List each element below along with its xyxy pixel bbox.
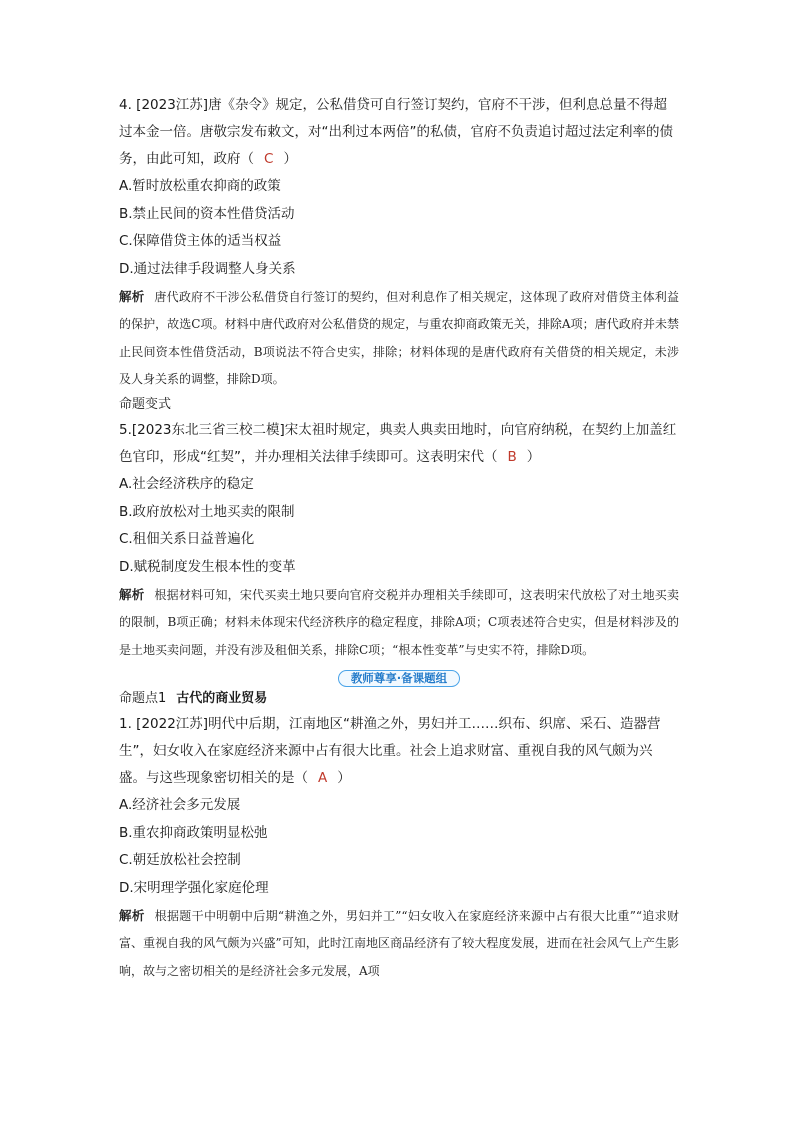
question-5-option-a: A.社会经济秩序的稳定 [119,476,254,493]
question-4-option-a: A.暂时放松重农抑商的政策 [119,178,281,194]
question-1-source: 1. [2022江苏] [119,716,209,733]
section-heading [119,687,679,711]
document-page [119,92,679,985]
question-4-explanation [119,283,679,393]
question-5-explain-text: 根据材料可知，宋代买卖土地只要向官府交税并办理相关手续即可，这表明宋代放松了对土地买卖的限制，B项正确；材料未体现宋代经济秩序的稳定程度，排除A项；C项表述符合史实，但是材料涉及的是土地买卖问题，并没有涉及租佃关系，排除C项；“根本性变革”与史实不符，排除D项。 [119,588,679,657]
question-5-text: 宋太祖时规定，典卖人典卖田地时，向官府纳税，在契约上加盖红色官印，形成“红契”，并办理相关法律手续即可。这表明宋代 [119,422,677,466]
question-5-option-c: C.租佃关系日益普遍化 [119,531,255,548]
question-1-option-c: C.朝廷放松社会控制 [119,852,241,869]
section-title: 古代的商业贸易 [176,691,268,707]
question-4-option-c: C.保障借贷主体的适当权益 [119,233,282,249]
question-1-explain-text: 根据题干中明朝中后期“耕渔之外，男妇并工”“妇女收入在家庭经济来源中占有很大比重”“追求财富、重视自我的风气颇为兴盛”可知，此时江南地区商品经济有了较大程度发展，进而在社会风气上产生影响，故与之密切相关的是经济社会多元发展，A项 [119,909,679,978]
question-4-explain-text: 唐代政府不干涉公私借贷自行签订的契约，但对利息作了相关规定，这体现了政府对借贷主体利益的保护，故选C项。材料中唐代政府对公私借贷的规定，与重农抑商政策无关，排除A项；唐代政府并未禁止民间资本性借贷活动，B项说法不符合史实，排除；材料体现的是唐代政府有关借贷的相关规定，未涉及人身关系的调整，排除D项。 [119,290,679,386]
question-5-stem: 5.[2023东北三省三校二模]宋太祖时规定，典卖人典卖田地时，向官府纳税，在契约上加盖红色官印，形成“红契”，并办理相关法律手续即可。这表明宋代（ B ） [119,417,679,471]
question-5-option-d: D.赋税制度发生根本性的变革 [119,558,296,575]
question-1-stem: 1. [2022江苏]明代中后期，江南地区“耕渔之外，男妇并工……织布、织席、采石、造器营生”，妇女收入在家庭经济来源中占有很大比重。社会上追求财富、重视自我的风气颇为兴盛。与这些现象密切相关的是（ A ） [119,711,679,792]
teacher-badge: 教师尊享·备课题组 [338,670,460,687]
variant-label: 命题变式 [119,397,172,413]
teacher-badge-row [119,667,679,687]
section-label: 命题点1 [119,691,167,707]
question-1-option-d: D.宋明理学强化家庭伦理 [119,879,269,896]
question-5-source: 5.[2023东北三省三校二模] [119,422,285,439]
question-1-explain-tag: 解析 [119,908,145,924]
question-5-explain-tag: 解析 [119,587,145,603]
question-4-source: 4. [2023江苏] [119,97,209,113]
question-5-option-b: B.政府放松对土地买卖的限制 [119,503,295,520]
question-1-option-b: B.重农抑商政策明显松弛 [119,824,268,841]
question-5-answer: B [507,449,517,466]
question-4-option-d: D.通过法律手段调整人身关系 [119,260,296,277]
question-4-answer: C [264,151,274,167]
question-1-explanation [119,902,679,985]
question-1-answer: A [318,770,328,787]
question-5-explanation [119,581,679,664]
question-1-text: 明代中后期，江南地区“耕渔之外，男妇并工……织布、织席、采石、造器营生”，妇女收入在家庭经济来源中占有很大比重。社会上追求财富、重视自我的风气颇为兴盛。与这些现象密切相关的是 [119,716,661,787]
question-1-option-a: A.经济社会多元发展 [119,797,241,814]
question-4-text: 唐《杂令》规定，公私借贷可自行签订契约，官府不干涉，但利息总量不得超过本金一倍。唐敬宗发布敕文，对“出利过本两倍”的私债，官府不负责追讨超过法定利率的债务，由此可知，政府 [119,97,673,167]
question-4-option-b: B.禁止民间的资本性借贷活动 [119,205,295,222]
question-4-stem: 4. [2023江苏]唐《杂令》规定，公私借贷可自行签订契约，官府不干涉，但利息总量不得超过本金一倍。唐敬宗发布敕文，对“出利过本两倍”的私债，官府不负责追讨超过法定利率的债务，由此可知，政府（ C ） [119,92,679,173]
question-4-explain-tag: 解析 [119,289,145,304]
